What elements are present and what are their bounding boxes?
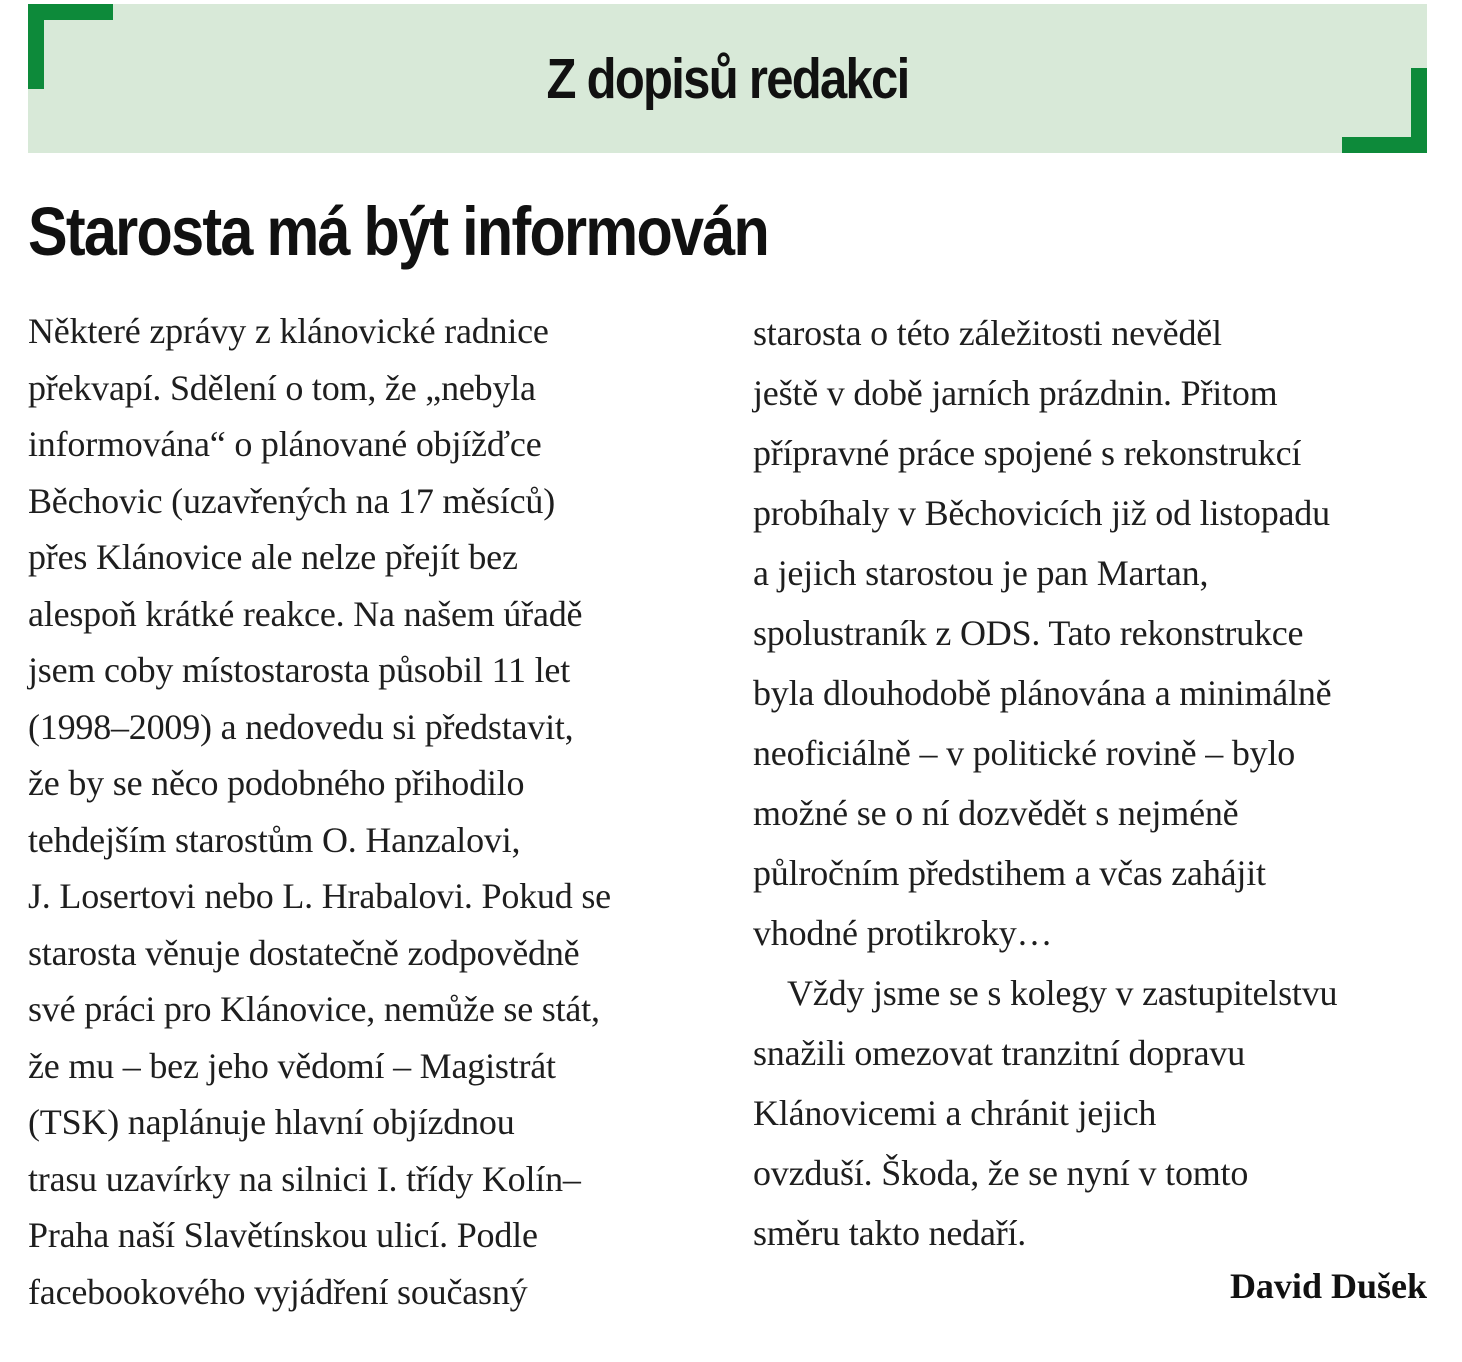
text-line: facebookového vyjádření současný <box>28 1271 528 1312</box>
text-line: Běchovic (uzavřených na 17 měsíců) <box>28 480 555 521</box>
corner-accent-bottom-right-vertical <box>1411 68 1427 153</box>
author-signature: David Dušek <box>1229 1266 1427 1306</box>
text-line: Praha naší Slavětínskou ulicí. Podle <box>28 1215 538 1255</box>
text-line: J. Losertovi nebo L. Hrabalovi. Pokud se <box>28 876 611 916</box>
text-line: a jejich starostou je pan Martan, <box>753 553 1209 593</box>
text-line: starosta věnuje dostatečně zodpovědně <box>28 932 580 973</box>
text-line: přes Klánovice ale nelze přejít bez <box>28 537 518 577</box>
text-line: že mu – bez jeho vědomí – Magistrát <box>28 1045 556 1086</box>
article-column-left <box>28 303 708 1320</box>
text-line: ovzduší. Škoda, že se nyní v tomto <box>753 1153 1249 1193</box>
text-line: překvapí. Sdělení o tom, že „nebyla <box>28 367 536 408</box>
text-line: směru takto nedaří. <box>753 1213 1027 1253</box>
text-line: Klánovicemi a chránit jejich <box>753 1093 1157 1133</box>
text-line: přípravné práce spojené s rekonstrukcí <box>753 433 1302 473</box>
text-line: Vždy jsme se s kolegy v zastupitelstvu <box>787 973 1338 1013</box>
text-line: snažili omezovat tranzitní dopravu <box>753 1033 1246 1073</box>
text-line: spolustraník z ODS. Tato rekonstrukce <box>753 613 1304 653</box>
corner-accent-top-left-vertical <box>28 4 44 89</box>
text-line: neoficiálně – v politické rovině – bylo <box>753 733 1296 773</box>
text-line: tehdejším starostům O. Hanzalovi, <box>28 819 521 860</box>
text-line: probíhaly v Běchovicích již od listopadu <box>753 493 1330 533</box>
text-line: (1998–2009) a nedovedu si představit, <box>28 706 574 747</box>
article-column-right <box>753 303 1433 1263</box>
text-line: že by se něco podobného přihodilo <box>28 763 525 803</box>
article-headline: Starosta má být informován <box>28 193 769 270</box>
text-line: byla dlouhodobě plánována a minimálně <box>753 673 1332 713</box>
text-line: alespoň krátké reakce. Na našem úřadě <box>28 593 583 634</box>
text-line: možné se o ní dozvědět s nejméně <box>753 793 1239 833</box>
text-line: vhodné protikroky… <box>753 913 1053 953</box>
text-line: jsem coby místostarosta působil 11 let <box>28 650 571 690</box>
text-line: své práci pro Klánovice, nemůže se stát, <box>28 989 600 1029</box>
text-line: informována“ o plánované objížďce <box>28 424 542 464</box>
section-title: Z dopisů redakci <box>546 46 909 111</box>
text-line: trasu uzavírky na silnici I. třídy Kolín– <box>28 1158 581 1199</box>
text-line: Některé zprávy z klánovické radnice <box>28 311 549 351</box>
text-line: ještě v době jarních prázdnin. Přitom <box>753 373 1278 413</box>
text-line: půlročním předstihem a včas zahájit <box>753 853 1266 893</box>
text-line: (TSK) naplánuje hlavní objízdnou <box>28 1102 515 1142</box>
text-line: starosta o této záležitosti nevěděl <box>753 313 1222 353</box>
